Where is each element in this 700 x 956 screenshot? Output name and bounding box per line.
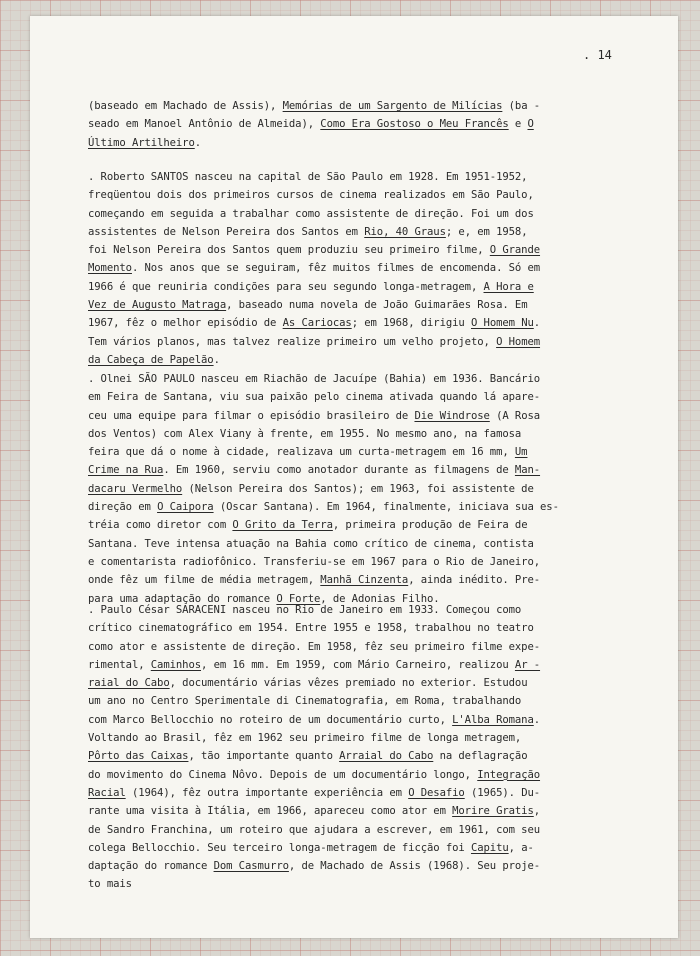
text-segment: começando em seguida a trabalhar como assistente de direção. Foi um dos <box>88 207 534 220</box>
underlined-title: Arraial do Cabo <box>339 750 434 763</box>
text-segment: rante uma visita à Itália, em 1966, apareceu como ator em <box>88 805 453 818</box>
text-segment: tréia como diretor com <box>88 519 233 532</box>
text-segment: colega Bellocchio. Seu terceiro longa-metragem de ficção foi <box>88 841 471 854</box>
underlined-title: O <box>527 118 534 131</box>
text-segment: 1967, fêz o melhor episódio de <box>88 317 283 330</box>
text-segment: . Roberto SANTOS nasceu na capital de São Paulo em 1928. Em 1951-1952, <box>88 171 528 183</box>
text-segment: , <box>533 805 541 818</box>
underlined-title: O Grito da Terra <box>232 519 333 532</box>
text-segment: , em 16 mm. Em 1959, com Mário Carneiro, realizou <box>201 658 515 671</box>
text-segment: do movimento do Cinema Nôvo. Depois de um documentário longo, <box>88 768 478 781</box>
text-segment: Voltando ao Brasil, fêz em 1962 seu primeiro filme de longa metragem, <box>88 732 522 745</box>
underlined-title: Manhã Cinzenta <box>320 574 409 587</box>
text-segment: , baseado numa novela de João Guimarães Rosa. Em <box>226 299 528 312</box>
text-line <box>88 186 628 204</box>
text-line <box>88 601 628 619</box>
text-line <box>88 370 628 388</box>
underlined-title: Um <box>514 446 528 459</box>
text-segment: , tão importante quanto <box>188 750 340 763</box>
text-line <box>88 802 628 820</box>
text-line <box>88 223 628 241</box>
underlined-title: O Homem Nu <box>470 317 534 330</box>
text-segment: (Oscar Santana). Em 1964, finalmente, iniciava sua es- <box>213 501 559 514</box>
text-line <box>88 571 628 589</box>
text-line <box>88 766 628 784</box>
text-segment: , de Machado de Assis (1968). Seu proje- <box>288 860 541 873</box>
text-line <box>88 821 628 839</box>
text-line <box>88 259 628 277</box>
text-segment: onde fêz um filme de média metragem, <box>88 574 321 587</box>
underlined-title: Racial <box>88 786 126 799</box>
text-segment: . <box>213 353 220 366</box>
text-line <box>88 115 628 133</box>
text-line <box>88 784 628 802</box>
underlined-title: Último Artilheiro <box>88 136 195 149</box>
text-segment: (1964), fêz outra importante experiência em <box>125 786 409 799</box>
underlined-title: Dom Casmurro <box>213 860 289 873</box>
text-segment: assistentes de Nelson Pereira dos Santos em <box>88 225 365 238</box>
text-segment: , documentário várias vêzes premiado no exterior. Estudou <box>169 677 528 690</box>
text-line <box>88 205 628 223</box>
text-line <box>88 857 628 875</box>
text-line <box>88 656 628 674</box>
underlined-title: Capitu <box>470 841 509 854</box>
text-line <box>88 443 628 461</box>
text-segment: dos Ventos) com Alex Viany à frente, em 1955. No mesmo ano, na famosa <box>88 427 522 440</box>
text-segment: um ano no Centro Sperimentale di Cinematografia, em Roma, trabalhando <box>88 695 522 708</box>
text-segment: (ba - <box>502 100 541 112</box>
text-segment: de Sandro Franchina, um roteiro que ajudara a escrever, em 1961, com seu <box>88 823 541 836</box>
text-segment: Tem vários planos, mas talvez realize primeiro um velho projeto, <box>88 335 497 348</box>
underlined-title: Die Windrose <box>414 409 490 422</box>
text-line <box>88 747 628 765</box>
text-segment: ceu uma equipe para filmar o episódio brasileiro de <box>88 409 415 422</box>
text-segment: . <box>533 713 541 726</box>
text-segment: crítico cinematográfico em 1954. Entre 1955 e 1958, trabalhou no teatro <box>88 622 534 635</box>
text-segment: ; em 1968, dirigiu <box>351 317 471 330</box>
text-segment: com Marco Bellocchio no roteiro de um documentário curto, <box>88 713 453 726</box>
text-line <box>88 535 628 553</box>
underlined-title: dacaru Vermelho <box>88 482 183 495</box>
text-segment: 1966 é que reuniria condições para seu segundo longa-metragem, <box>88 280 484 293</box>
text-line <box>88 461 628 479</box>
text-line <box>88 674 628 692</box>
text-segment: seado em Manoel Antônio de Almeida), <box>88 118 321 131</box>
underlined-title: Como Era Gostoso o Meu Francês <box>320 118 509 131</box>
text-segment: (1965). Du- <box>464 786 541 799</box>
underlined-title: Man- <box>514 464 541 477</box>
underlined-title: Memórias de um Sargento de Milícias <box>282 100 503 112</box>
text-segment: . <box>194 136 202 149</box>
text-line <box>88 314 628 332</box>
text-segment: , de Adonias Filho. <box>320 592 440 605</box>
text-segment: como ator e assistente de direção. Em 1958, fêz seu primeiro filme expe- <box>88 640 541 653</box>
underlined-title: Vez de Augusto Matraga <box>88 299 227 312</box>
text-segment: . Em 1960, serviu como anotador durante as filmagens de <box>163 464 515 477</box>
underlined-title: Caminhos <box>150 658 202 671</box>
underlined-title: O Forte <box>276 592 321 605</box>
text-segment: em Feira de Santana, viu sua paixão pelo cinema ativada quando lá apare- <box>88 391 541 404</box>
text-line <box>88 480 628 498</box>
page-number: . 14 <box>583 48 612 62</box>
text-line <box>88 619 628 637</box>
text-line <box>88 351 628 369</box>
paragraph-paulo-cesar-saraceni <box>88 601 628 894</box>
text-segment: direção em <box>88 501 158 514</box>
text-line <box>88 692 628 710</box>
text-segment: (A Rosa <box>489 409 541 422</box>
text-segment: . Paulo César SARACENI nasceu no Rio de Janeiro em 1933. Começou como <box>88 604 522 616</box>
text-segment: e comentarista radiofônico. Transferiu-se em 1967 para o Rio de Janeiro, <box>88 555 541 568</box>
paragraph-olnei-sao-paulo <box>88 370 628 608</box>
underlined-title: O Caipora <box>157 501 214 514</box>
text-line <box>88 97 628 115</box>
underlined-title: Pôrto das Caixas <box>88 750 189 763</box>
underlined-title: Integração <box>477 768 541 781</box>
text-line <box>88 168 628 186</box>
text-segment: Santana. Teve intensa atuação na Bahia como crítico de cinema, contista <box>88 537 534 550</box>
text-segment: e <box>508 118 528 131</box>
underlined-title: Ar - <box>514 658 541 671</box>
text-line <box>88 388 628 406</box>
text-segment: freqüentou dois dos primeiros cursos de cinema realizados em São Paulo, <box>88 189 534 202</box>
text-line <box>88 638 628 656</box>
text-segment: . Olnei SÃO PAULO nasceu em Riachão de Jacuípe (Bahia) em 1936. Bancário <box>88 373 541 385</box>
paragraph-roberto-santos <box>88 168 628 369</box>
text-segment: foi Nelson Pereira dos Santos quem produziu seu primeiro filme, <box>88 244 490 257</box>
underlined-title: O Grande <box>489 244 541 257</box>
text-line <box>88 839 628 857</box>
text-line <box>88 729 628 747</box>
text-segment: (baseado em Machado de Assis), <box>88 100 283 112</box>
underlined-title: Rio, 40 Graus <box>364 225 446 238</box>
paragraph-machado-continuation <box>88 97 628 152</box>
text-segment: na deflagração <box>433 750 528 763</box>
text-segment: daptação do romance <box>88 860 214 873</box>
underlined-title: O Homem <box>496 335 541 348</box>
text-line <box>88 516 628 534</box>
text-line <box>88 711 628 729</box>
text-segment: , a- <box>508 841 534 854</box>
underlined-title: O Desafio <box>408 786 465 799</box>
underlined-title: Crime na Rua <box>88 464 164 477</box>
underlined-title: As Cariocas <box>282 317 352 330</box>
underlined-title: Momento <box>88 262 132 275</box>
text-line <box>88 407 628 425</box>
text-line <box>88 296 628 314</box>
text-line <box>88 333 628 351</box>
text-line <box>88 278 628 296</box>
text-segment: rimental, <box>88 658 151 671</box>
text-line <box>88 425 628 443</box>
text-segment: to mais <box>88 878 132 891</box>
text-segment: para uma adaptação do romance <box>88 592 277 605</box>
text-line <box>88 498 628 516</box>
underlined-title: A Hora e <box>483 280 534 293</box>
underlined-title: L'Alba Romana <box>452 713 534 726</box>
text-segment: , ainda inédito. Pre- <box>408 574 541 587</box>
underlined-title: da Cabeça de Papelão <box>88 353 214 366</box>
text-segment: . Nos anos que se seguiram, fêz muitos filmes de encomenda. Só em <box>131 262 541 275</box>
text-segment: , primeira produção de Feira de <box>332 519 528 532</box>
text-segment: feira que dá o nome à cidade, realizava um curta-metragem em 16 mm, <box>88 446 515 459</box>
text-line <box>88 134 628 152</box>
underlined-title: raial do Cabo <box>88 677 170 690</box>
text-segment: . <box>533 317 541 330</box>
underlined-title: Morire Gratis <box>452 805 534 818</box>
text-segment: ; e, em 1958, <box>445 225 528 238</box>
text-line <box>88 875 628 893</box>
text-segment: (Nelson Pereira dos Santos); em 1963, foi assistente de <box>182 482 534 495</box>
text-line <box>88 241 628 259</box>
text-line <box>88 553 628 571</box>
